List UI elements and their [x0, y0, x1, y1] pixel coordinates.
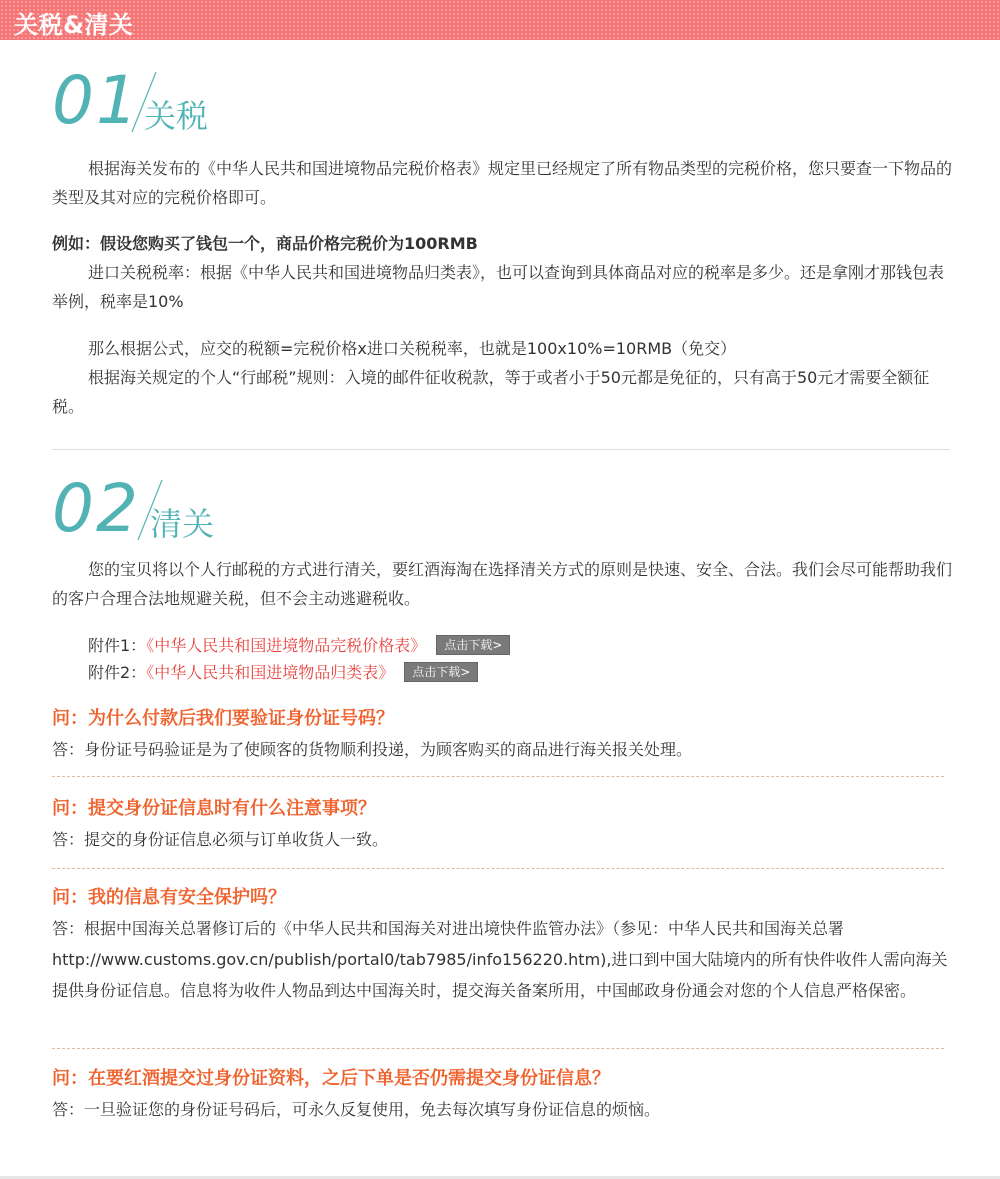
section-divider: [52, 449, 950, 450]
header-banner: [0, 0, 1000, 40]
section-01-para-4: 根据海关规定的个人“行邮税”规则：入境的邮件征收税款，等于或者小于50元都是免征的，只有高于50元才需要全额征税。: [52, 368, 930, 416]
section-02-para-1: 您的宝贝将以个人行邮税的方式进行清关，要红酒海淘在选择清关方式的原则是快速、安全、合法。我们会尽可能帮助我们的客户合理合法地规避关税，但不会主动逃避税收。: [52, 560, 953, 608]
faq-answer-2: 答：提交的身份证信息必须与订单收货人一致。: [52, 830, 389, 849]
faq-question-2: 问：提交身份证信息时有什么注意事项？: [52, 798, 376, 819]
section-01-number: 01: [52, 62, 140, 139]
attachment-row-2: [88, 659, 948, 686]
faq-divider-1: [52, 776, 944, 777]
page-title: 关税&清关: [14, 11, 134, 39]
faq-question-1: 问：为什么付款后我们要验证身份证号码？: [52, 708, 394, 729]
section-01-para-1: 根据海关发布的《中华人民共和国进境物品完税价格表》规定里已经规定了所有物品类型的完税价格，您只要查一下物品的类型及其对应的完税价格即可。: [52, 159, 953, 207]
faq-divider-3: [52, 1048, 944, 1049]
section-01-example-title: 例如：假设您购买了钱包一个，商品价格完税价为100RMB: [52, 234, 478, 253]
attachment-1-label: 附件1：: [88, 636, 147, 655]
section-01-para-3: 那么根据公式，应交的税额=完税价格x进口关税税率，也就是100x10%=10RMB（免交）: [88, 339, 737, 358]
download-button-1[interactable]: 点击下载>: [436, 635, 510, 655]
section-01-title: 关税: [144, 97, 209, 135]
attachment-2-link[interactable]: 《中华人民共和国进境物品归类表》: [146, 663, 395, 682]
download-button-2[interactable]: 点击下载>: [404, 662, 478, 682]
section-02-number: 02: [52, 470, 140, 547]
attachment-row-1: [88, 632, 948, 659]
faq-question-3: 问：我的信息有安全保护吗？: [52, 887, 286, 908]
section-01-heading: [52, 62, 252, 148]
faq-question-4: 问：在要红酒提交过身份证资料，之后下单是否仍需提交身份证信息？: [52, 1068, 610, 1089]
attachment-2-label: 附件2：: [88, 663, 147, 682]
faq-answer-3: 答：根据中国海关总署修订后的《中华人民共和国海关对进出境快件监管办法》（参见：中华人民共和国海关总署 http://www.customs.gov.cn/publish/portal0/tab7985/info156220.htm),进口到中国大陆境内的所有快件收件人需向海关提供身份证信息。信息将为收件人物品到达中国海关时，提交海关备案所用，中国邮政身份通会对您的个人信息严格保密。: [52, 919, 948, 1000]
faq-answer-1: 答：身份证号码验证是为了使顾客的货物顺利投递，为顾客购买的商品进行海关报关处理。: [52, 740, 693, 759]
faq-answer-4: 答：一旦验证您的身份证号码后，可永久反复使用，免去每次填写身份证信息的烦恼。: [52, 1100, 661, 1119]
faq-divider-2: [52, 868, 944, 869]
section-01-para-2: 进口关税税率：根据《中华人民共和国进境物品归类表》，也可以查询到具体商品对应的税率是多少。还是拿刚才那钱包表举例，税率是10%: [52, 263, 945, 311]
section-02-title: 清关: [150, 505, 215, 543]
attachment-1-link[interactable]: 《中华人民共和国进境物品完税价格表》: [146, 636, 427, 655]
section-02-heading: [52, 470, 272, 556]
